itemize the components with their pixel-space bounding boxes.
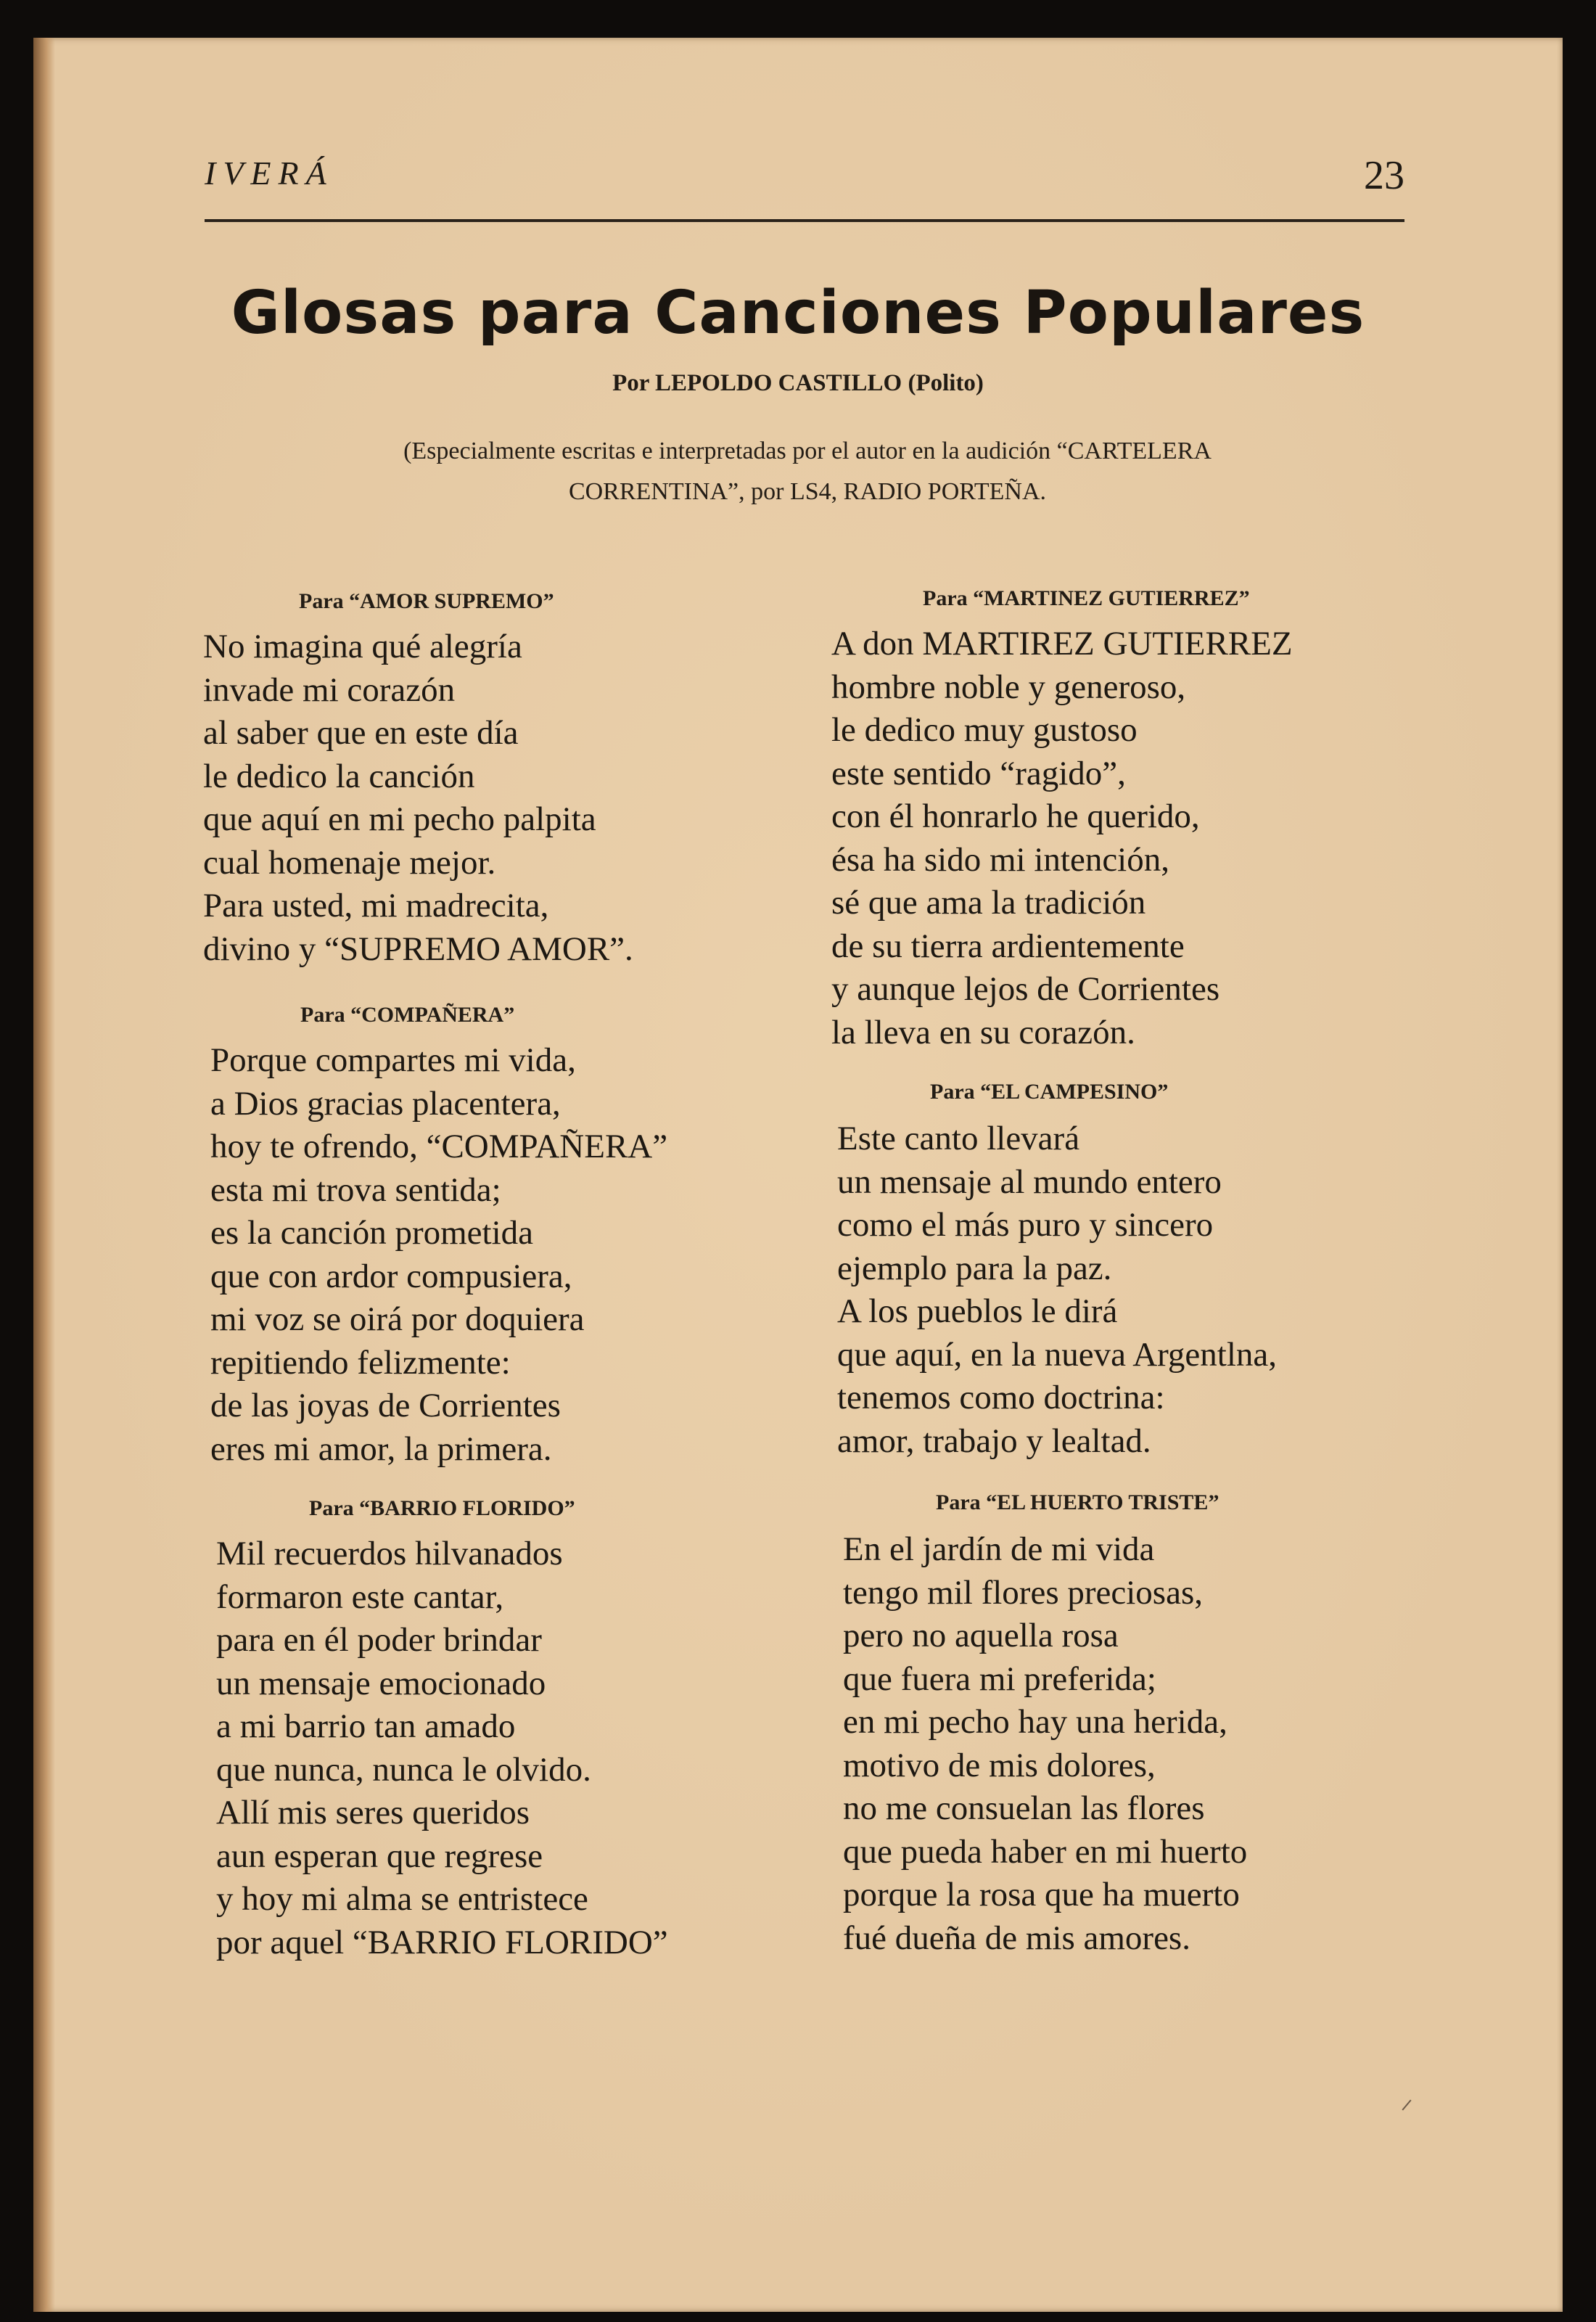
verse-line: que aquí en mi pecho palpita [203, 800, 596, 838]
verse-line: mi voz se oirá por doquiera [210, 1300, 585, 1338]
article-byline: Por LEPOLDO CASTILLO (Polito) [612, 370, 984, 396]
song-heading-el-campesino: Para “EL CAMPESINO” [930, 1080, 1169, 1104]
article-note-line-1: (Especialmente escritas e interpretadas por el autor en la audición “CARTELERA [403, 438, 1212, 464]
verse-line: a mi barrio tan amado [216, 1707, 516, 1745]
verse-line: como el más puro y sincero [837, 1206, 1214, 1244]
verse-line: motivo de mis dolores, [843, 1746, 1156, 1784]
verse-line: fué dueña de mis amores. [843, 1919, 1190, 1957]
verse-line: No imagina qué alegría [203, 628, 522, 665]
verse-line: repitiendo felizmente: [210, 1343, 511, 1382]
verse-line: tengo mil flores preciosas, [843, 1573, 1203, 1612]
verse-line: En el jardín de mi vida [843, 1530, 1155, 1568]
song-heading-companera: Para “COMPAÑERA” [300, 1003, 515, 1027]
verse-martinez-gutierrez [831, 623, 1293, 1054]
verse-line: un mensaje al mundo entero [837, 1162, 1222, 1201]
verse-line: un mensaje emocionado [216, 1664, 546, 1702]
page-number: 23 [1364, 153, 1404, 198]
running-title: IVERÁ [205, 155, 334, 192]
verse-line: este sentido “ragido”, [831, 754, 1126, 792]
verse-line: divino y “SUPREMO AMOR”. [203, 930, 633, 968]
verse-line: formaron este cantar, [216, 1578, 504, 1616]
verse-line: hoy te ofrendo, “COMPAÑERA” [210, 1128, 668, 1165]
verse-line: ejemplo para la paz. [837, 1249, 1112, 1287]
verse-line: y aunque lejos de Corrientes [831, 970, 1220, 1008]
verse-line: que pueda haber en mi huerto [843, 1832, 1248, 1871]
verse-line: ésa ha sido mi intención, [831, 840, 1169, 879]
verse-line: de las joyas de Corrientes [210, 1387, 561, 1424]
song-heading-amor-supremo: Para “AMOR SUPREMO” [299, 589, 554, 613]
verse-el-campesino [837, 1117, 1277, 1463]
verse-line: invade mi corazón [203, 670, 456, 709]
verse-line: la lleva en su corazón. [831, 1013, 1135, 1051]
verse-line: para en él poder brindar [216, 1621, 542, 1659]
song-heading-barrio-florido: Para “BARRIO FLORIDO” [309, 1496, 575, 1520]
verse-companera [210, 1039, 667, 1471]
verse-amor-supremo [203, 625, 633, 971]
verse-line: y hoy mi alma se entristece [216, 1880, 588, 1918]
verse-line: es la canción prometida [210, 1214, 534, 1252]
verse-line: A don MARTIREZ GUTIERREZ [831, 625, 1293, 662]
verse-line: Para usted, mi madrecita, [203, 887, 549, 924]
verse-line: con él honrarlo he querido, [831, 797, 1200, 835]
verse-line: sé que ama la tradición [831, 884, 1146, 922]
verse-line: que fuera mi preferida; [843, 1660, 1156, 1698]
article-note-line-2: CORRENTINA”, por LS4, RADIO PORTEÑA. [568, 478, 1047, 505]
verse-line: Este canto llevará [837, 1120, 1080, 1157]
verse-line: A los pueblos le dirá [837, 1292, 1118, 1330]
verse-line: cual homenaje mejor. [203, 843, 496, 882]
verse-line: que aquí, en la nueva Argentlna, [837, 1335, 1278, 1374]
song-heading-el-huerto-triste: Para “EL HUERTO TRISTE” [936, 1490, 1219, 1514]
verse-el-huerto-triste [843, 1528, 1247, 1960]
verse-line: Allí mis seres queridos [216, 1794, 530, 1831]
verse-line: a Dios gracias placentera, [210, 1084, 561, 1123]
verse-line: porque la rosa que ha muerto [843, 1876, 1240, 1913]
verse-line: aun esperan que regrese [216, 1837, 543, 1875]
verse-line: esta mi trova sentida; [210, 1170, 501, 1209]
verse-line: Mil recuerdos hilvanados [216, 1535, 563, 1572]
verse-line: de su tierra ardientemente [831, 927, 1185, 965]
verse-line: que con ardor compusiera, [210, 1257, 572, 1295]
verse-line: le dedico muy gustoso [831, 711, 1138, 749]
verse-line: hombre noble y generoso, [831, 668, 1186, 706]
verse-line: amor, trabajo y lealtad. [837, 1421, 1151, 1460]
verse-barrio-florido [216, 1533, 668, 1964]
verse-line: al saber que en este día [203, 714, 519, 752]
article-title: Glosas para Canciones Populares [231, 279, 1365, 348]
verse-line: eres mi amor, la primera. [210, 1429, 552, 1468]
verse-line: le dedico la canción [203, 757, 475, 795]
header-rule [205, 219, 1404, 222]
verse-line: en mi pecho hay una herida, [843, 1703, 1227, 1741]
article-note [267, 431, 1348, 512]
verse-line: tenemos como doctrina: [837, 1379, 1165, 1416]
song-heading-martinez-gutierrez: Para “MARTINEZ GUTIERREZ” [923, 586, 1250, 610]
verse-line: no me consuelan las flores [843, 1789, 1205, 1827]
verse-line: Porque compartes mi vida, [210, 1041, 576, 1079]
verse-line: pero no aquella rosa [843, 1617, 1119, 1654]
verse-line: por aquel “BARRIO FLORIDO” [216, 1923, 668, 1961]
verse-line: que nunca, nunca le olvido. [216, 1750, 591, 1789]
